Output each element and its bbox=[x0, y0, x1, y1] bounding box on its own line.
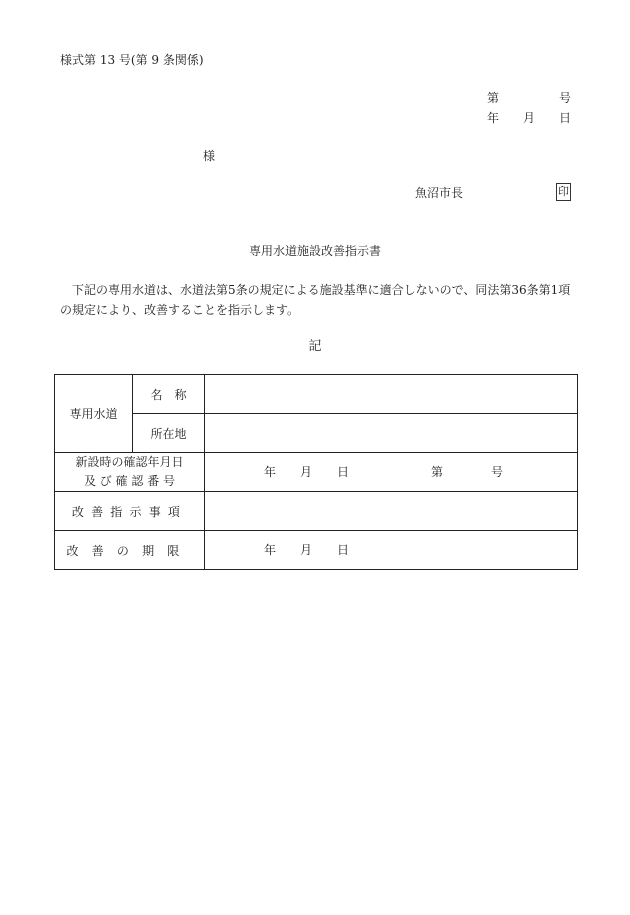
confirm-number-prefix: 第 bbox=[431, 465, 444, 479]
location-label: 所在地 bbox=[150, 426, 187, 441]
document-number-prefix: 第 bbox=[487, 91, 500, 105]
instruction-label-cell bbox=[55, 492, 205, 531]
document-date-month: 月 bbox=[523, 111, 536, 125]
issuer-name: 魚沼市長 bbox=[415, 186, 464, 200]
document-title: 専用水道施設改善指示書 bbox=[248, 244, 381, 258]
seal-mark: 印 bbox=[556, 183, 571, 201]
document-date-day: 日 bbox=[559, 111, 572, 125]
table-row bbox=[55, 375, 578, 414]
recipient-honorific: 様 bbox=[203, 149, 216, 163]
form-number-label: 様式第 13 号(第 9 条関係) bbox=[60, 53, 204, 67]
confirm-number-suffix: 号 bbox=[491, 465, 504, 479]
body-text: 下記の専用水道は、水道法第5条の規定による施設基準に適合しないので、同法第36条第1項の規定により、改善することを指示します。 bbox=[60, 283, 571, 317]
table-row bbox=[55, 492, 578, 531]
confirm-label-line1: 新設時の確認年月日 bbox=[75, 455, 184, 469]
location-label-cell bbox=[133, 414, 205, 453]
name-value-cell[interactable] bbox=[205, 375, 578, 414]
deadline-value-cell[interactable] bbox=[205, 531, 578, 570]
confirm-day: 日 bbox=[337, 465, 350, 479]
ki-heading: 記 bbox=[308, 339, 322, 354]
deadline-year: 年 bbox=[264, 543, 277, 557]
deadline-label-cell bbox=[55, 531, 205, 570]
location-value-cell[interactable] bbox=[205, 414, 578, 453]
deadline-day: 日 bbox=[337, 543, 350, 557]
group-label: 専用水道 bbox=[69, 407, 118, 421]
details-table bbox=[54, 374, 578, 570]
instruction-value-cell[interactable] bbox=[205, 492, 578, 531]
document-date-year: 年 bbox=[487, 111, 500, 125]
table-row bbox=[55, 531, 578, 570]
deadline-month: 月 bbox=[300, 543, 313, 557]
name-label-cell bbox=[133, 375, 205, 414]
instruction-label: 改善指示事項 bbox=[71, 504, 188, 519]
confirm-label-cell bbox=[55, 453, 205, 492]
deadline-label: 改善の期限 bbox=[66, 543, 193, 558]
confirm-month: 月 bbox=[300, 465, 313, 479]
confirm-value-cell[interactable] bbox=[205, 453, 578, 492]
name-label: 名 称 bbox=[150, 387, 187, 402]
confirm-year: 年 bbox=[264, 465, 277, 479]
group-label-cell bbox=[55, 375, 133, 453]
confirm-label-line2: 及 び 確 認 番 号 bbox=[83, 474, 176, 488]
table-row bbox=[55, 453, 578, 492]
document-number-suffix: 号 bbox=[559, 91, 572, 105]
table-row bbox=[55, 414, 578, 453]
